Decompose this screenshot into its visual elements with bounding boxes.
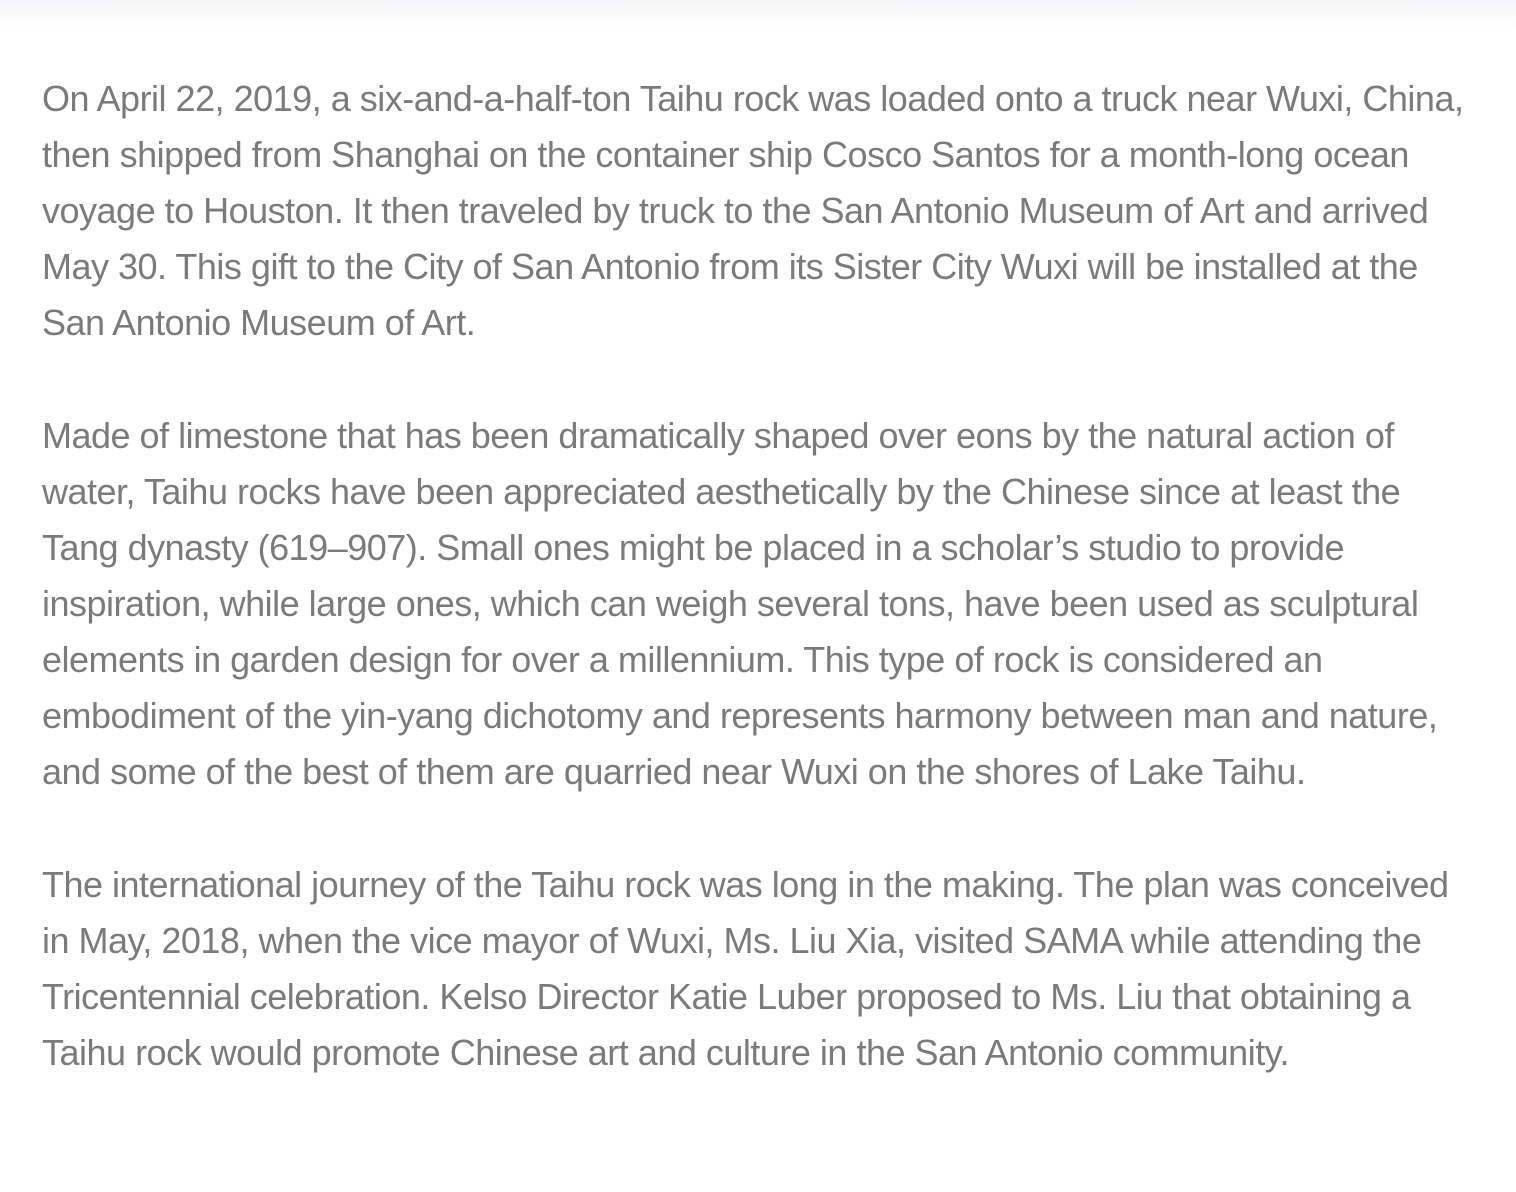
paragraph-rock-shipping: On April 22, 2019, a six-and-a-half-ton Taihu rock was loaded onto a truck near Wuxi, China, then shipped from Shanghai on the container ship Cosco Santos for a month-long ocean voyage to Houston. It then traveled by truck to the San Antonio Museum of Art and arrived May 30. This gift to the City of San Antonio from its Sister City Wuxi will be installed at the San Antonio Museum of Art.	[42, 78, 1464, 343]
paragraph-journey-plan: The international journey of the Taihu rock was long in the making. The plan was conceived in May, 2018, when the vice mayor of Wuxi, Ms. Liu Xia, visited SAMA while attending the Tricentennial celebration. Kelso Director Katie Luber proposed to Ms. Liu that obtaining a Taihu rock would promote Chinese art and culture in the San Antonio community.	[42, 864, 1449, 1073]
paragraph-taihu-rock-history: Made of limestone that has been dramatically shaped over eons by the natural action of water, Taihu rocks have been appreciated aesthetically by the Chinese since at least the Tang dynasty (619–907). Small ones might be placed in a scholar’s studio to provide inspiration, while large ones, which can weigh several tons, have been used as sculptural elements in garden design for over a millennium. This type of rock is considered an embodiment of the yin-yang dichotomy and represents harmony between man and nature, and some of the best of them are quarried near Wuxi on the shores of Lake Taihu.	[42, 415, 1438, 792]
